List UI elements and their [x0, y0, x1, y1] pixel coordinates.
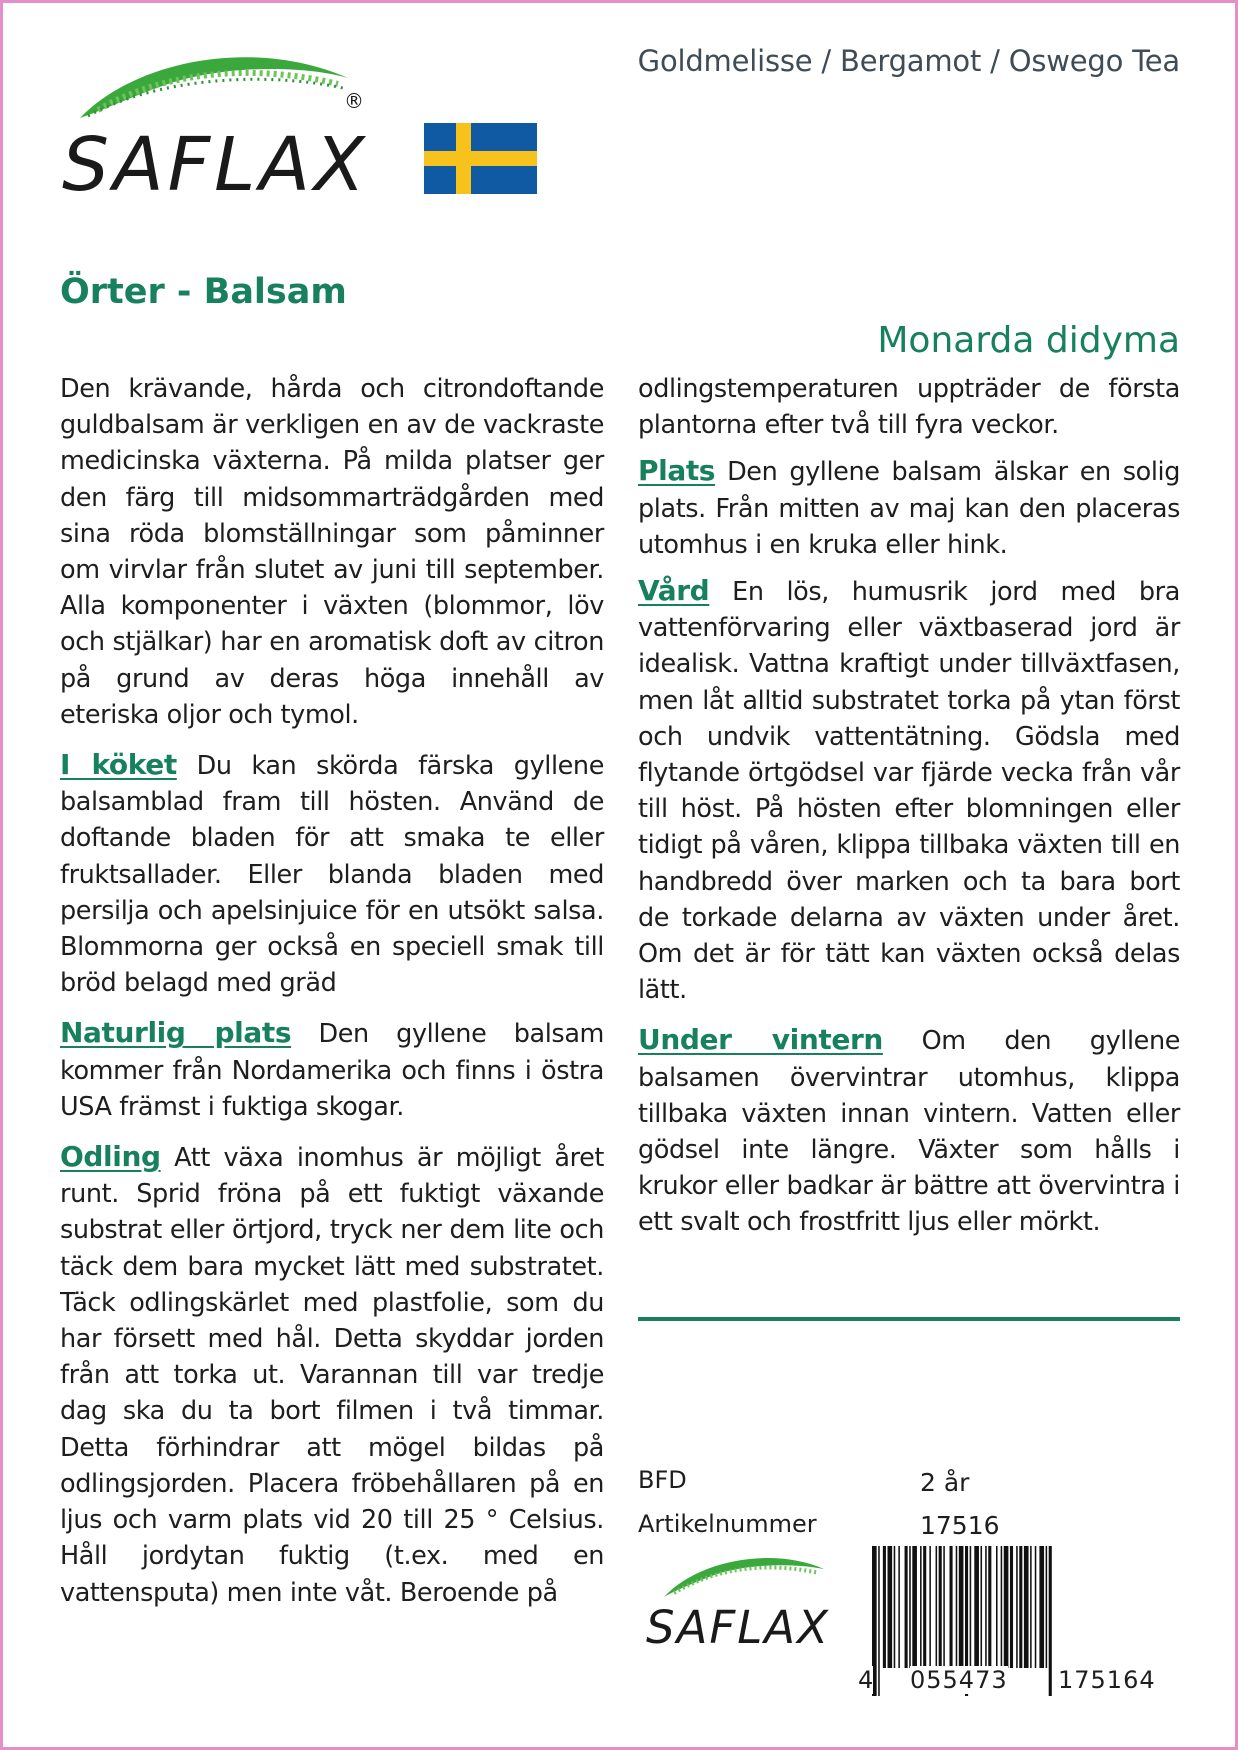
barcode-bar	[923, 1546, 926, 1668]
winter-heading: Under vintern	[638, 1023, 883, 1057]
barcode-bar	[1039, 1546, 1044, 1668]
left-column	[60, 371, 604, 1625]
barcode-bar	[981, 1546, 983, 1668]
latin-name: Monarda didyma	[877, 320, 1180, 361]
location-section	[638, 453, 1180, 563]
location-text: Den gyllene balsam älskar en solig plats. Från mitten av maj kan den placeras utomhus i en kruka eller hink.	[638, 457, 1180, 560]
barcode-bar	[1019, 1546, 1022, 1668]
swedish-flag-icon	[424, 123, 537, 194]
care-heading: Vård	[638, 574, 710, 608]
barcode-bar	[936, 1546, 938, 1668]
barcode-bar	[883, 1546, 886, 1668]
barcode-bar	[1024, 1546, 1029, 1668]
saflax-logo	[58, 40, 418, 210]
barcode-bar	[959, 1546, 964, 1668]
section-divider	[638, 1317, 1180, 1321]
barcode-bar	[912, 1546, 917, 1668]
natural-heading: Naturlig plats	[60, 1016, 292, 1050]
barcode-bar	[920, 1546, 922, 1668]
article-number-label: Artikelnummer	[638, 1510, 817, 1538]
care-section	[638, 573, 1180, 1008]
registered-mark: ®	[344, 89, 364, 113]
winter-text: Om den gyllene balsamen övervintrar utomhus, klippa tillbaka växten innan vintern. Vatten eller gödsel inte längre. Växter som hålls i krukor eller badkar är bättre att övervintra i ett svalt och frostfritt ljus eller mörkt.	[638, 1026, 1180, 1238]
natural-section	[60, 1015, 604, 1125]
barcode-bar	[1016, 1546, 1018, 1668]
barcode-bar	[1004, 1546, 1009, 1668]
barcode-bar	[943, 1546, 945, 1668]
barcode-bar	[909, 1546, 911, 1668]
barcode-bar	[1035, 1546, 1037, 1668]
barcode-bar	[905, 1546, 908, 1668]
barcode-lead-digit: 4	[858, 1666, 874, 1694]
barcode-bar	[996, 1546, 998, 1668]
barcode-bar	[970, 1546, 972, 1668]
barcode-bar	[878, 1546, 880, 1696]
saflax-logo-small	[644, 1545, 854, 1655]
article-number-value: 17516	[920, 1511, 1000, 1540]
barcode-right-digits: 175164	[1058, 1666, 1156, 1694]
barcode-bar	[1001, 1546, 1003, 1668]
winter-section	[638, 1022, 1180, 1240]
right-column	[638, 371, 1180, 1255]
bfd-label: BFD	[638, 1466, 687, 1494]
barcode-bar	[974, 1546, 979, 1668]
continued-paragraph: odlingstemperaturen uppträder de första plantorna efter två till fyra veckor.	[638, 374, 1180, 441]
grass-swoosh-icon	[80, 57, 348, 118]
care-text: En lös, humusrik jord med bra vattenförvaring eller växtbaserad jord är idealisk. Vattna kraftigt under tillväxtfasen, men låt alltid substratet torka på ytan först och undvik vattentätning. Gödsla med flytande örtgödsel var fjärde vecka från vår till höst. På hösten efter blomningen eller tidigt på våren, klippa tillbaka växten till en handbredd över marken och ta bara bort de torkade delarna av växten under året. Om det är för tätt kan växten också delas lätt.	[638, 577, 1180, 1006]
growing-text: Att växa inomhus är möjligt året runt. Sprid fröna på ett fuktigt växande substrat eller örtjord, tryck ner dem lite och täck dem bara mycket lätt med substratet. Täck odlingskärlet med plastfolie, som du har försett med hål. Detta skyddar jorden från att torka ut. Varannan till var tredje dag ska du ta bort filmen i två timmar. Detta förhindrar att mögel bildas på odlingsjorden. Placera fröbehållaren på en ljus och varm plats vid 20 till 25 ° Celsius. Håll jordytan fuktig (t.ex. med en vattensputa) men inte våt. Beroende på	[60, 1143, 604, 1608]
barcode-bar	[985, 1546, 987, 1668]
kitchen-heading: I köket	[60, 748, 177, 782]
grass-swoosh-icon	[664, 1558, 824, 1597]
barcode-bar	[988, 1546, 991, 1668]
intro-paragraph: Den krävande, hårda och citrondoftande guldbalsam är verkligen en av de vackraste medicinska växterna. På milda platser ger den färg till midsommarträdgården med sina röda blomställningar som påminner om virvlar från slutet av juni till september. Alla komponenter i växten (blommor, löv och stjälkar) har en aromatisk doft av citron på grund av deras höga innehåll av eteriska oljor och tymol.	[60, 374, 604, 730]
barcode-bar	[1049, 1546, 1052, 1696]
brand-wordmark: SAFLAX	[62, 122, 369, 208]
kitchen-text: Du kan skörda färska gyllene balsamblad fram till hösten. Använd de doftande bladen för att smaka te eller fruktsallader. Eller blanda bladen med persilja och apelsinjuice för en utsökt salsa. Blommorna ger också en speciell smak till bröd belagd med gräd	[60, 751, 604, 999]
growing-heading: Odling	[60, 1140, 161, 1174]
barcode-bar	[898, 1546, 900, 1668]
barcode-bar	[950, 1546, 953, 1668]
barcode-bar	[929, 1546, 931, 1668]
kitchen-section	[60, 747, 604, 1001]
barcode-bar	[1030, 1546, 1032, 1668]
barcode-bar	[956, 1546, 958, 1668]
barcode-bar	[894, 1546, 896, 1668]
common-names: Goldmelisse / Bergamot / Oswego Tea	[637, 44, 1180, 78]
category-title: Örter - Balsam	[60, 272, 347, 312]
brand-wordmark-small: SAFLAX	[646, 1601, 830, 1654]
barcode-bar	[939, 1546, 942, 1668]
natural-text: Den gyllene balsam kommer från Nordamerika och finns i östra USA främst i fuktiga skogar.	[60, 1019, 604, 1122]
barcode-bar	[888, 1546, 893, 1668]
growing-section	[60, 1139, 604, 1611]
barcode-left-digits: 055473	[910, 1666, 1008, 1694]
location-heading: Plats	[638, 454, 716, 488]
bfd-value: 2 år	[920, 1468, 970, 1497]
barcode-bar	[1046, 1546, 1048, 1668]
barcode-bar	[1010, 1546, 1013, 1668]
